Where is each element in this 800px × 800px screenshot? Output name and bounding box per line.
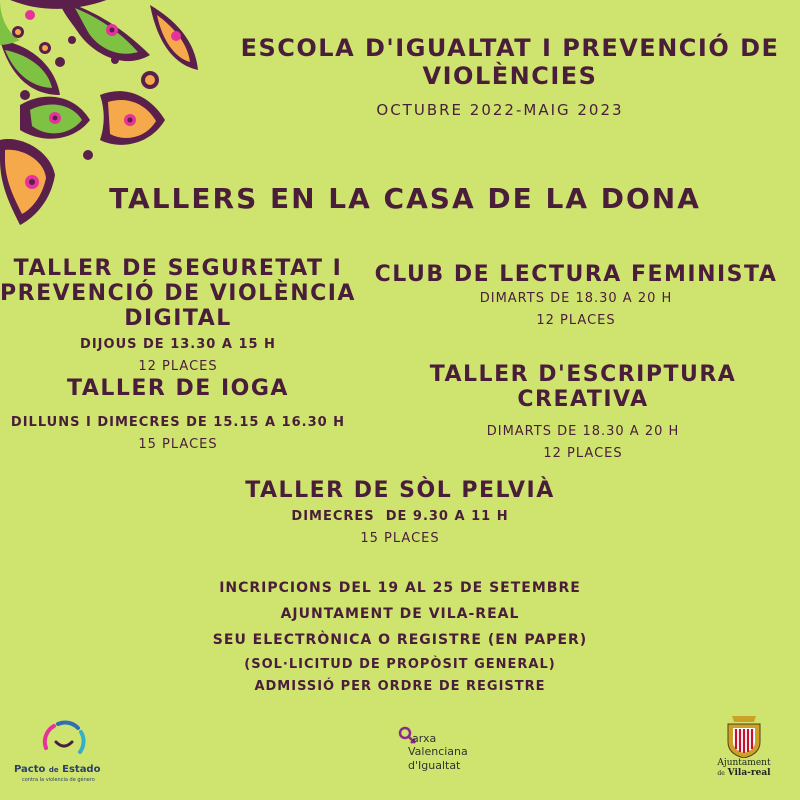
workshop-places: 12 PLACES bbox=[543, 446, 623, 461]
info-line: INCRIPCIONS DEL 19 AL 25 DE SETEMBRE bbox=[219, 580, 581, 596]
workshop-title: CLUB DE LECTURA FEMINISTA bbox=[374, 262, 778, 287]
ajuntament-line: Ajuntament bbox=[717, 758, 771, 768]
pacto-circle-icon bbox=[34, 718, 94, 762]
workshop-escriptura bbox=[370, 362, 796, 464]
pacto-estado-logo bbox=[14, 718, 114, 788]
ajuntament-logo bbox=[704, 712, 784, 792]
page-title: ESCOLA D'IGUALTAT I PREVENCIÓ DE VIOLÈNCIES bbox=[240, 34, 780, 90]
info-line: AJUNTAMENT DE VILA-REAL bbox=[280, 606, 520, 622]
workshop-title: TALLER DE SEGURETAT I PREVENCIÓ DE VIOLÈNCIA DIGITAL bbox=[0, 256, 356, 331]
workshop-title: TALLER DE SÒL PELVIÀ bbox=[245, 478, 555, 503]
workshop-schedule: DIMECRES DE 9.30 A 11 H bbox=[291, 509, 509, 524]
workshop-club-lectura bbox=[370, 262, 782, 331]
info-line: SEU ELECTRÒNICA O REGISTRE (EN PAPER) bbox=[212, 632, 588, 648]
pacto-title: de bbox=[48, 766, 59, 774]
coat-of-arms-icon bbox=[724, 712, 764, 758]
ajuntament-line: Vila-real bbox=[727, 768, 771, 778]
workshop-places: 15 PLACES bbox=[138, 437, 218, 452]
workshop-schedule: DIJOUS DE 13.30 A 15 H bbox=[80, 337, 276, 352]
xarxa-line: d'Igualtat bbox=[408, 759, 461, 772]
workshop-places: 12 PLACES bbox=[138, 359, 218, 374]
workshop-title: TALLER DE IOGA bbox=[67, 376, 289, 401]
xarxa-logo bbox=[398, 726, 508, 786]
workshop-schedule: DIMARTS DE 18.30 A 20 H bbox=[486, 424, 680, 439]
ajuntament-line: de bbox=[717, 770, 725, 777]
workshop-title: TALLER D'ESCRIPTURA CREATIVA bbox=[429, 362, 737, 412]
workshop-sol-pelvia bbox=[200, 478, 600, 549]
date-range: OCTUBRE 2022-MAIG 2023 bbox=[376, 101, 624, 119]
workshop-schedule: DILLUNS I DIMECRES DE 15.15 A 16.30 H bbox=[10, 415, 346, 430]
workshop-schedule: DIMARTS DE 18.30 A 20 H bbox=[479, 291, 673, 306]
pacto-title: Estado bbox=[62, 764, 101, 775]
xarxa-line: Valenciana bbox=[408, 745, 468, 758]
main-heading: TALLERS EN LA CASA DE LA DONA bbox=[109, 182, 701, 215]
xarxa-line: arxa bbox=[412, 732, 437, 745]
info-line: ADMISSIÓ PER ORDRE DE REGISTRE bbox=[254, 679, 546, 694]
info-line: (SOL·LICITUD DE PROPÒSIT GENERAL) bbox=[244, 657, 556, 672]
workshop-places: 15 PLACES bbox=[360, 531, 440, 546]
workshop-ioga bbox=[0, 376, 356, 455]
workshop-seguretat bbox=[0, 256, 356, 377]
registration-info bbox=[150, 576, 650, 698]
pacto-title: Pacto bbox=[14, 764, 46, 775]
pacto-subtitle: contra la violencia de género bbox=[22, 777, 95, 783]
workshop-places: 12 PLACES bbox=[536, 313, 616, 328]
